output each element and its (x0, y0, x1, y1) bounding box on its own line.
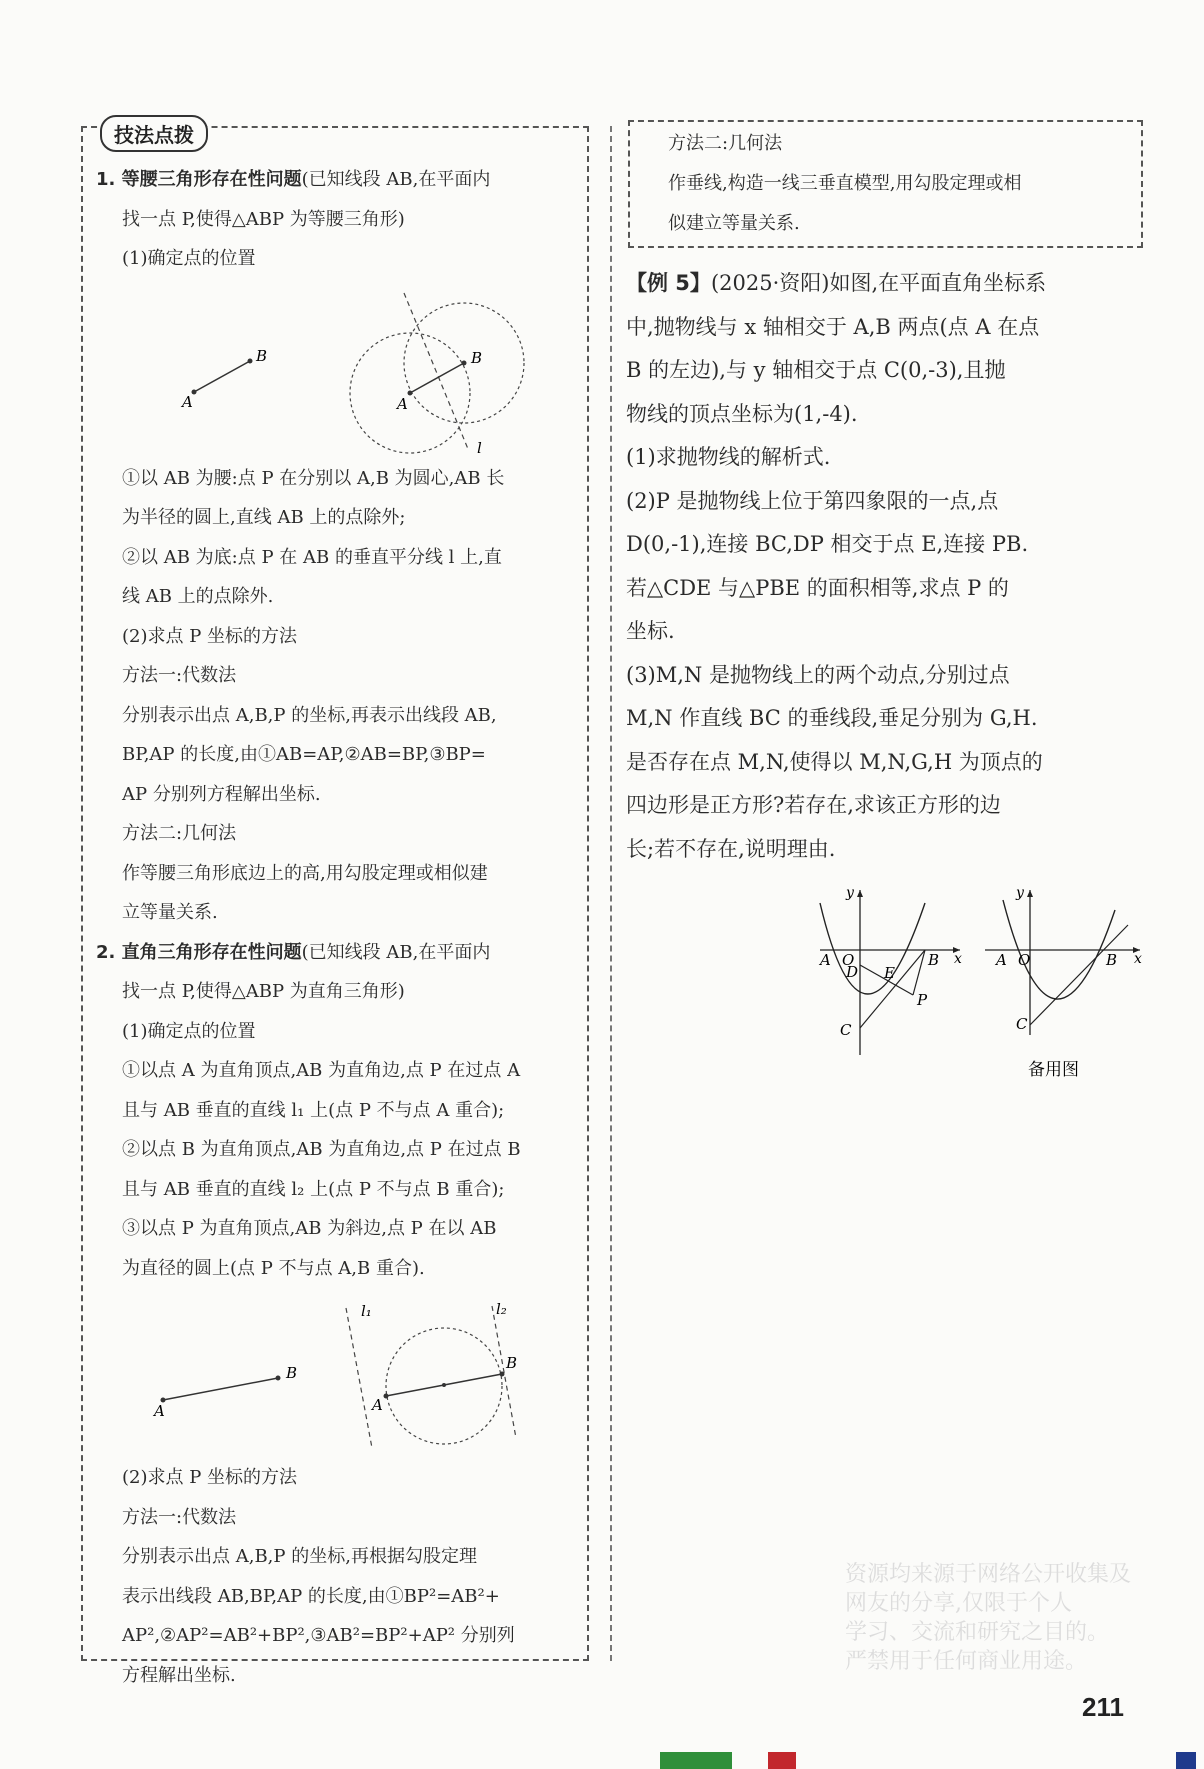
watermark-l4: 严禁用于任何商业用途。 (845, 1649, 1088, 1674)
point-b-4 (500, 1372, 505, 1377)
item2-case3-b: 为直径的圆上(点 P 不与点 A,B 重合). (122, 1257, 425, 1279)
label-b-3: B (286, 1364, 298, 1382)
fig2-label-b: B (1106, 951, 1118, 969)
fig-label-x: x (954, 951, 962, 967)
item1-case1-a: ①以 AB 为腰:点 P 在分别以 A,B 为圆心,AB 长 (122, 467, 505, 489)
item2-case2-b: 且与 AB 垂直的直线 l₂ 上(点 P 不与点 B 重合); (122, 1178, 505, 1200)
item1-m1-c: AP 分别列方程解出坐标. (122, 783, 321, 805)
point-a-2 (408, 390, 413, 395)
ex-q3-b: M,N 作直线 BC 的垂线段,垂足分别为 G,H. (626, 706, 1038, 730)
line-bc (860, 950, 925, 1028)
point-b (248, 358, 253, 363)
column-divider (610, 126, 612, 1661)
ex-q2-d: 坐标. (626, 619, 675, 643)
line-l1 (346, 1308, 372, 1448)
fig-label-y: y (846, 885, 854, 901)
point-b-3 (276, 1376, 281, 1381)
item1-case2-b: 线 AB 上的点除外. (122, 586, 274, 607)
tips-tag: 技法点拨 (100, 115, 208, 152)
item2-case1-b: 且与 AB 垂直的直线 l₁ 上(点 P 不与点 A 重合); (122, 1099, 505, 1121)
item1-desc-a: (已知线段 AB,在平面内 (301, 169, 491, 190)
item1-title-line (96, 160, 576, 200)
ex-q3-a: (3)M,N 是抛物线上的两个动点,分别过点 (626, 662, 1010, 687)
label-l: l (477, 438, 482, 457)
segment-ab-figure (180, 347, 267, 411)
item2-step2: (2)求点 P 坐标的方法 (122, 1467, 298, 1488)
fig2-label-y: y (1016, 885, 1024, 901)
fig2-label-c: C (1016, 1015, 1028, 1033)
label-a-2: A (397, 394, 408, 413)
label-l1: l₁ (361, 1302, 372, 1320)
example-tag: 【例 5】 (626, 271, 711, 295)
continued-tips (668, 124, 1128, 244)
item1-m2-b: 立等量关系. (122, 902, 218, 923)
item2-case2-a: ②以点 B 为直角顶点,AB 为直角边,点 P 在过点 B (122, 1139, 521, 1160)
item2-m1-b: 表示出线段 AB,BP,AP 的长度,由①BP²=AB²+ (122, 1585, 500, 1607)
ex-q3-e: 长;若不存在,说明理由. (626, 836, 836, 861)
item2-case3-a: ③以点 P 为直角顶点,AB 为斜边,点 P 在以 AB (122, 1218, 497, 1239)
backup-figure-caption: 备用图 (1028, 1060, 1079, 1080)
right-triangle-construction (346, 1300, 517, 1448)
point-b-2 (462, 360, 467, 365)
item1-m2-a: 作等腰三角形底边上的高,用勾股定理或相似建 (122, 862, 488, 884)
fig2-label-x: x (1134, 951, 1142, 967)
ex-l2: 中,抛物线与 x 轴相交于 A,B 两点(点 A 在点 (626, 314, 1040, 339)
ex-line-1 (626, 262, 1146, 306)
item1-m2-title: 方法二:几何法 (122, 823, 237, 844)
right-triangle-figure-svg (96, 1288, 576, 1458)
item2-desc-a: (已知线段 AB,在平面内 (301, 941, 491, 963)
item1-step2: (2)求点 P 坐标的方法 (122, 625, 298, 647)
red-edge-mark (768, 1752, 796, 1769)
label-a-3: A (154, 1402, 165, 1420)
item2-m1-title: 方法一:代数法 (122, 1506, 237, 1528)
ex-q2-b: D(0,-1),连接 BC,DP 相交于点 E,连接 PB. (626, 532, 1029, 556)
y-axis-arrow (857, 890, 863, 897)
item1-title: 1. 等腰三角形存在性问题 (96, 169, 302, 190)
isosceles-construction (350, 293, 524, 457)
fig-label-b: B (928, 951, 940, 969)
label-a-4: A (372, 1396, 383, 1414)
right-triangle-figures (96, 1288, 576, 1458)
label-l2: l₂ (496, 1300, 507, 1318)
perpendicular-bisector (404, 293, 468, 449)
ex-q1: (1)求抛物线的解析式. (626, 445, 831, 469)
fig-label-c: C (840, 1021, 852, 1039)
item1-m1-title: 方法一:代数法 (122, 665, 237, 686)
ex-l1: (2025·资阳)如图,在平面直角坐标系 (710, 271, 1047, 295)
segment-ab (194, 361, 250, 392)
example-5 (626, 262, 1146, 871)
example-figures (810, 885, 1150, 1085)
ex-q2-a: (2)P 是抛物线上位于第四象限的一点,点 (626, 488, 999, 513)
fig2-label-o: O (1018, 951, 1031, 969)
parabola (820, 903, 925, 994)
ex-l3: B 的左边),与 y 轴相交于点 C(0,-3),且抛 (626, 358, 1006, 382)
item2-m1-d: 方程解出坐标. (122, 1664, 236, 1686)
ex-l4: 物线的顶点坐标为(1,-4). (626, 401, 858, 426)
ex-q3-c: 是否存在点 M,N,使得以 M,N,G,H 为顶点的 (626, 749, 1043, 774)
label-a: A (182, 392, 193, 411)
item2-m1-c: AP²,②AP²=AB²+BP²,③AB²=BP²+AP² 分别列 (122, 1625, 515, 1646)
line-bc-2 (1030, 925, 1128, 1025)
watermark-l2: 网友的分享,仅限于个人 (845, 1591, 1072, 1616)
segment-ab-figure-3 (152, 1364, 297, 1420)
ex-q2-c: 若△CDE 与△PBE 的面积相等,求点 P 的 (626, 575, 1009, 600)
label-b-4: B (506, 1354, 518, 1372)
page-number: 211 (1082, 1692, 1124, 1722)
item1-case1-b: 为半径的圆上,直线 AB 上的点除外; (122, 507, 406, 528)
fig-label-d: D (846, 963, 859, 981)
rb-m2-a: 作垂线,构造一线三垂直模型,用勾股定理或相 (668, 173, 1022, 194)
main-figure (818, 885, 962, 1055)
blue-edge-mark (1176, 1752, 1196, 1769)
watermark (845, 1560, 1204, 1676)
ex-q3-d: 四边形是正方形?若存在,求该正方形的边 (626, 793, 1001, 817)
segment-ab-2 (410, 363, 464, 393)
circle-center (442, 1383, 446, 1387)
rb-m2-title: 方法二:几何法 (668, 133, 783, 154)
left-column (96, 160, 576, 1695)
line-l2 (492, 1306, 516, 1438)
fig-label-o: O (842, 951, 855, 969)
item1-m1-b: BP,AP 的长度,由①AB=AP,②AB=BP,③BP= (122, 744, 486, 765)
item2-m1-a: 分别表示出点 A,B,P 的坐标,再根据勾股定理 (122, 1546, 477, 1567)
point-a-4 (384, 1394, 389, 1399)
item2-title: 2. 直角三角形存在性问题 (96, 941, 302, 963)
item1-desc-b: 找一点 P,使得△ABP 为等腰三角形) (122, 208, 405, 230)
item2-case1-a: ①以点 A 为直角顶点,AB 为直角边,点 P 在过点 A (122, 1060, 521, 1081)
item2-step1: (1)确定点的位置 (122, 1020, 256, 1042)
fig2-label-a: A (996, 951, 1007, 969)
y-axis-arrow-2 (1027, 890, 1033, 897)
item1-case2-a: ②以 AB 为底:点 P 在 AB 的垂直平分线 l 上,直 (122, 546, 502, 568)
item1-m1-a: 分别表示出点 A,B,P 的坐标,再表示出线段 AB, (122, 704, 497, 726)
backup-figure (985, 885, 1142, 1080)
watermark-l1: 资源均来源于网络公开收集及 (845, 1562, 1132, 1587)
isosceles-figures (96, 279, 576, 459)
fig-label-e: E (884, 964, 895, 982)
segment-ab-3 (163, 1378, 278, 1400)
item2-title-line (96, 933, 576, 973)
fig-label-p: P (917, 991, 928, 1009)
fig-label-a: A (820, 951, 831, 969)
label-b: B (256, 346, 268, 365)
green-edge-mark (660, 1752, 732, 1769)
watermark-l3: 学习、交流和研究之目的。 (845, 1620, 1110, 1645)
label-b-2: B (471, 348, 483, 367)
item2-desc-b: 找一点 P,使得△ABP 为直角三角形) (122, 981, 405, 1002)
rb-m2-b: 似建立等量关系. (668, 213, 800, 234)
isosceles-figure-svg (96, 279, 576, 459)
item1-step1: (1)确定点的位置 (122, 248, 256, 269)
